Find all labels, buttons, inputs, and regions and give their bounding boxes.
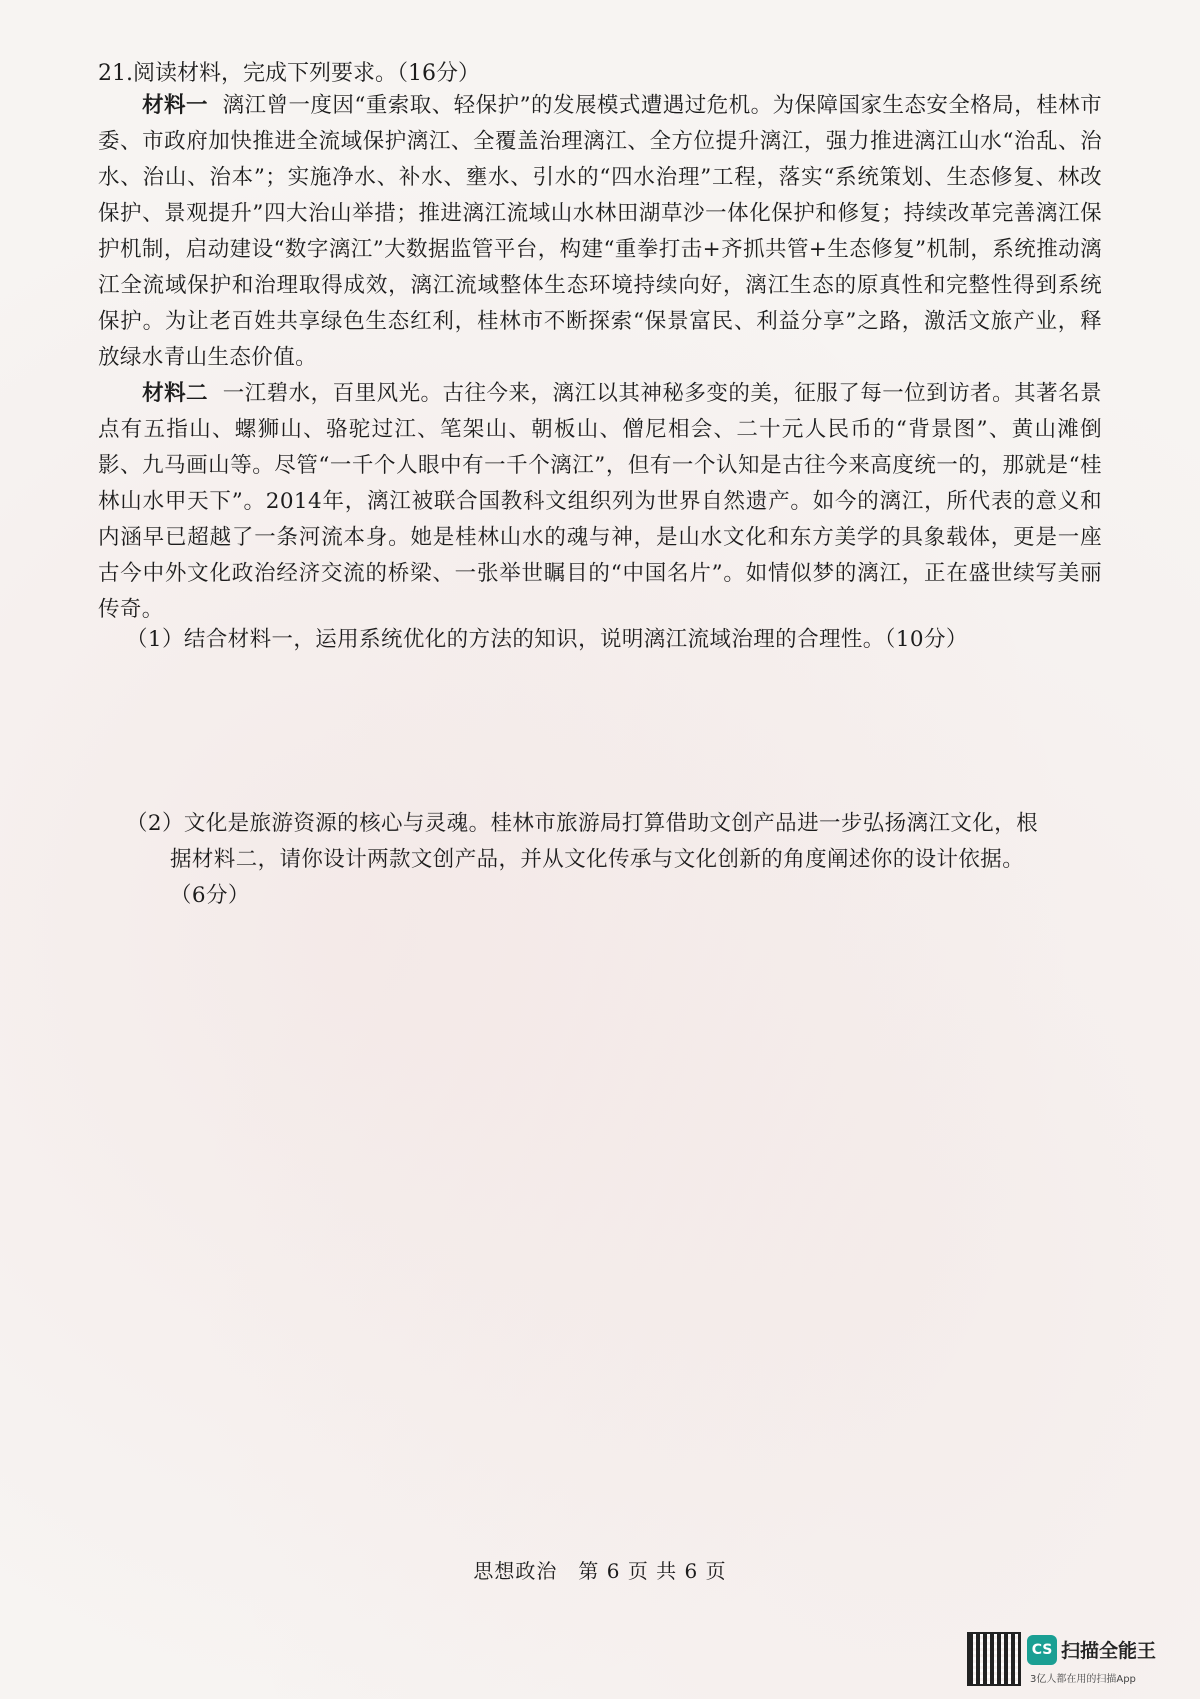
scanner-app-tagline: 3亿人都在用的扫描App <box>1030 1674 1136 1685</box>
sub-question-1: （1）结合材料一，运用系统优化的方法的知识，说明漓江流域治理的合理性。（10分） <box>126 627 968 652</box>
scanner-app-name: 扫描全能王 <box>1061 1640 1157 1662</box>
material-two-text: 一江碧水，百里风光。古往今来，漓江以其神秘多变的美，征服了每一位到访者。其著名景点有五指山、螺狮山、骆驼过江、笔架山、朝板山、僧尼相会、二十元人民币的“背景图”、黄山滩倒影、九马画山等。尽管“一千个人眼中有一千个漓江”，但有一个认知是古往今来高度统一的，那就是“桂林山水甲天下”。2014年，漓江被联合国教科文组织列为世界自然遗产。如今的漓江，所代表的意义和内涵早已超越了一条河流本身。她是桂林山水的魂与神，是山水文化和东方美学的具象载体，更是一座古今中外文化政治经济交流的桥梁、一张举世瞩目的“中国名片”。如情似梦的漓江，正在盛世续写美丽传奇。 <box>98 381 1102 622</box>
sub-question-2-line-2: 据材料二，请你设计两款文创产品，并从文化传承与文化创新的角度阐述你的设计依据。 <box>170 847 1025 872</box>
sub-question-2-line-3: （6分） <box>170 883 250 908</box>
sub-question-2 <box>126 806 1102 914</box>
sub-question-2-line-1: （2）文化是旅游资源的核心与灵魂。桂林市旅游局打算借助文创产品进一步弘扬漓江文化，根 <box>126 811 1038 836</box>
question-title: 21.阅读材料，完成下列要求。（16分） <box>98 61 480 86</box>
page-footer: 思想政治 第 6 页 共 6 页 <box>473 1559 727 1583</box>
camscanner-logo-icon: CS <box>1027 1635 1057 1665</box>
qr-code-icon <box>967 1632 1021 1686</box>
material-one-text: 漓江曾一度因“重索取、轻保护”的发展模式遭遇过危机。为保障国家生态安全格局，桂林市委、市政府加快推进全流域保护漓江、全覆盖治理漓江、全方位提升漓江，强力推进漓江山水“治乱、治水、治山、治本”；实施净水、补水、壅水、引水的“四水治理”工程，落实“系统策划、生态修复、林改保护、景观提升”四大治山举措；推进漓江流域山水林田湖草沙一体化保护和修复；持续改革完善漓江保护机制，启动建设“数字漓江”大数据监管平台，构建“重拳打击+齐抓共管+生态修复”机制，系统推动漓江全流域保护和治理取得成效，漓江流域整体生态环境持续向好，漓江生态的原真性和完整性得到系统保护。为让老百姓共享绿色生态红利，桂林市不断探索“保景富民、利益分享”之路，激活文旅产业，释放绿水青山生态价值。 <box>98 93 1103 370</box>
material-one-label: 材料一 <box>142 93 208 118</box>
material-two <box>98 376 1102 628</box>
material-two-label: 材料二 <box>142 381 209 406</box>
material-one <box>98 88 1102 376</box>
